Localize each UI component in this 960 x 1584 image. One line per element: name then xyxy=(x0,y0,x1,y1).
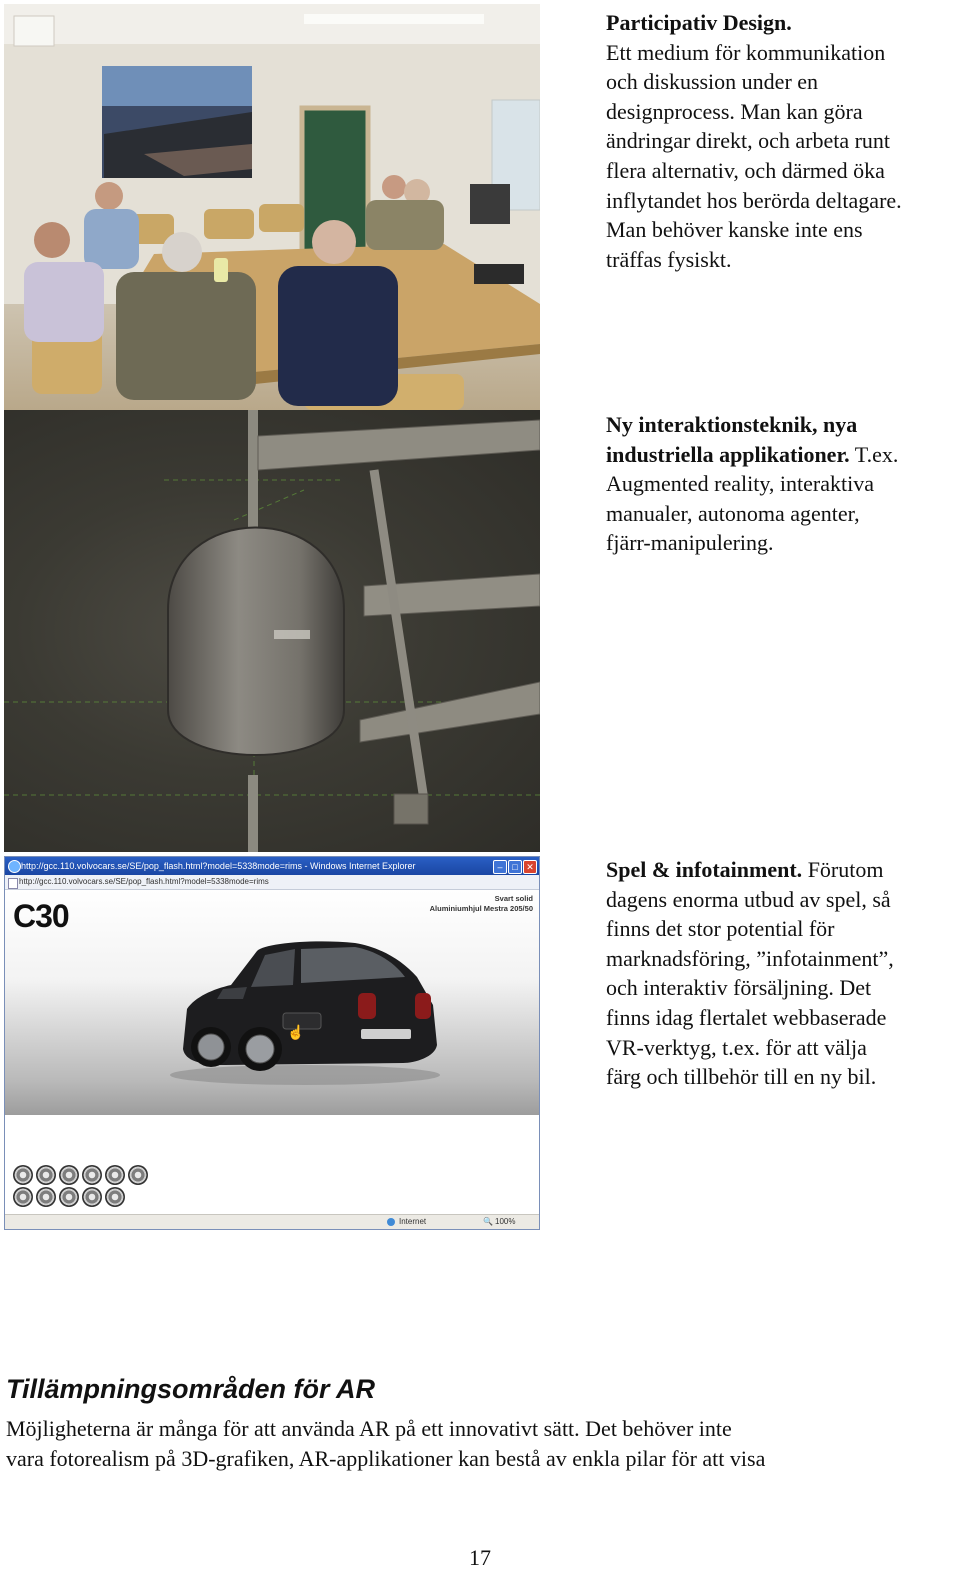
wheel-option-3[interactable] xyxy=(59,1165,79,1185)
block-line: finns idag flertalet webbaserade xyxy=(606,1004,887,1030)
block-heading: Participativ Design. xyxy=(606,10,792,35)
wheel-option-6[interactable] xyxy=(128,1165,148,1185)
wheel-option-10[interactable] xyxy=(82,1187,102,1207)
ar-render-illustration xyxy=(4,410,540,852)
block-interaktionsteknik xyxy=(606,410,956,558)
status-zone: Internet xyxy=(399,1217,427,1226)
address-bar[interactable]: http://gcc.110.volvocars.se/SE/pop_flash.html?model=5338mode=rims xyxy=(5,875,539,890)
meeting-photo-illustration xyxy=(4,4,540,410)
model-label: C30 xyxy=(13,898,69,934)
zoom-icon[interactable]: 🔍 xyxy=(483,1217,493,1226)
block-spel-infotainment xyxy=(606,855,956,1092)
wheel-option-8[interactable] xyxy=(36,1187,56,1207)
wheel-option-1[interactable] xyxy=(13,1165,33,1185)
block-heading: Spel & infotainment. Förutom xyxy=(606,857,884,882)
wheel-option-5[interactable] xyxy=(105,1165,125,1185)
block-line: och diskussion under en xyxy=(606,69,819,95)
block-line: Augmented reality, interaktiva xyxy=(606,471,874,497)
maximize-icon[interactable]: □ xyxy=(508,860,522,874)
ar-render-image xyxy=(4,410,540,852)
block-line: marknadsföring, ”infotainment”, xyxy=(606,945,894,971)
block-participativ-design xyxy=(606,8,956,274)
wheel-option-2[interactable] xyxy=(36,1165,56,1185)
hand-cursor-icon: ☝ xyxy=(287,1026,305,1041)
meeting-photo xyxy=(4,4,540,410)
block-line: dagens enorma utbud av spel, så xyxy=(606,886,891,912)
block-line: ändringar direkt, och arbeta runt xyxy=(606,128,891,154)
section-body xyxy=(6,1414,946,1473)
car-image xyxy=(165,937,445,1087)
wheel-spec: Aluminiumhjul Mestra 205/50 xyxy=(429,904,533,913)
block-line: flera alternativ, och därmed öka xyxy=(606,157,885,183)
section-line: Möjligheterna är många för att använda AR på ett innovativt sätt. Det behöver inte xyxy=(6,1416,732,1441)
block-line: färg och tillbehör till en ny bil. xyxy=(606,1064,877,1090)
wheel-option-11[interactable] xyxy=(105,1187,125,1207)
wheel-option-7[interactable] xyxy=(13,1187,33,1207)
block-line: finns det stor potential för xyxy=(606,916,835,942)
section-line: vara fotorealism på 3D-grafiken, AR-applikationer kan bestå av enkla pilar för att visa xyxy=(6,1445,766,1471)
minimize-icon[interactable]: – xyxy=(493,860,507,874)
block-line: manualer, autonoma agenter, xyxy=(606,500,860,526)
close-icon[interactable]: ✕ xyxy=(523,860,537,874)
block-heading: Ny interaktionsteknik, nya xyxy=(606,412,858,437)
block-heading: industriella applikationer. T.ex. xyxy=(606,441,899,467)
block-line: och interaktiv försäljning. Det xyxy=(606,975,872,1001)
page-icon xyxy=(8,878,18,889)
block-line: designprocess. Man kan göra xyxy=(606,98,863,124)
block-line: träffas fysiskt. xyxy=(606,246,732,272)
block-line: VR-verktyg, t.ex. för att välja xyxy=(606,1034,867,1060)
wheel-thumbnails xyxy=(13,1165,153,1209)
ie-icon xyxy=(8,860,21,873)
browser-status-bar xyxy=(5,1214,539,1229)
section-heading: Tillämpningsområden för AR xyxy=(6,1374,376,1404)
block-line: Ett medium för kommunikation xyxy=(606,39,886,65)
block-line: fjärr-manipulering. xyxy=(606,530,774,556)
page-number: 17 xyxy=(469,1545,491,1570)
browser-window-screenshot xyxy=(4,856,540,1230)
wheel-option-9[interactable] xyxy=(59,1187,79,1207)
status-zoom[interactable]: 100% xyxy=(495,1217,516,1226)
color-spec: Svart solid xyxy=(494,894,533,903)
globe-icon xyxy=(387,1218,395,1226)
wheel-option-4[interactable] xyxy=(82,1165,102,1185)
browser-title-bar: http://gcc.110.volvocars.se/SE/pop_flash.html?model=5338mode=rims - Windows Internet Explorer xyxy=(5,857,539,875)
block-line: Man behöver kanske inte ens xyxy=(606,217,863,243)
block-line: inflytandet hos berörda deltagare. xyxy=(606,187,902,213)
